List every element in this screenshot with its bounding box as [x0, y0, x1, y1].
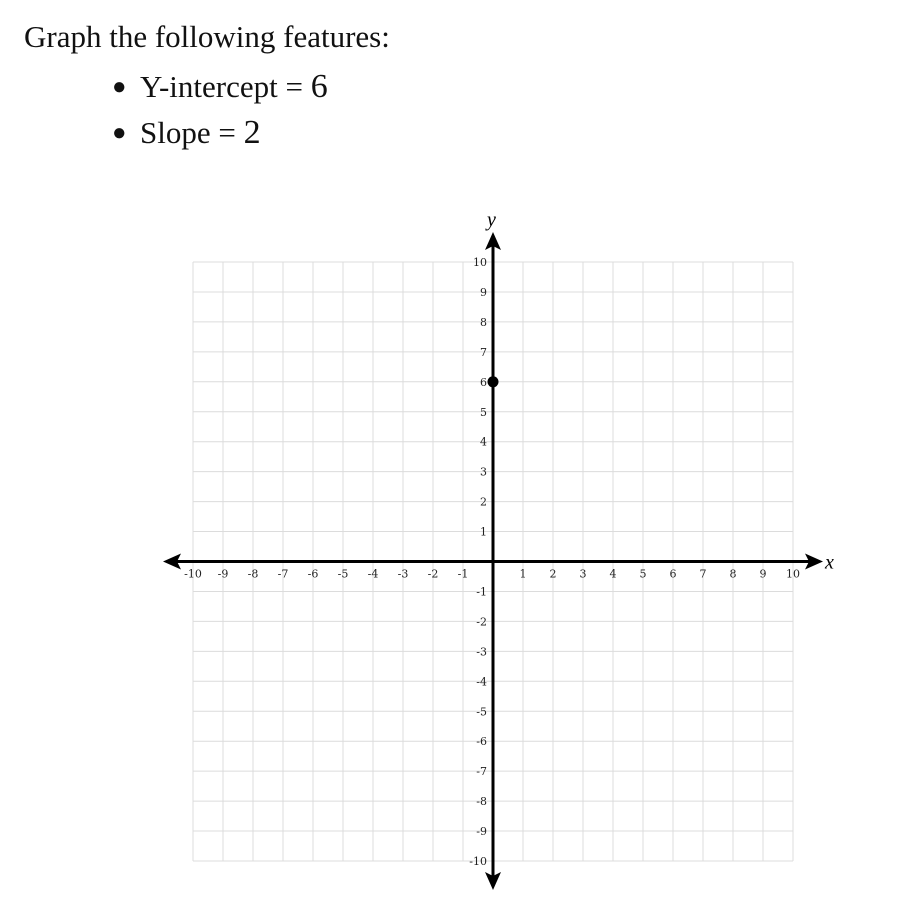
prompt-heading: Graph the following features: — [24, 19, 390, 54]
y-axis-label: y — [487, 209, 496, 231]
y-tick-label: 3 — [480, 465, 487, 479]
x-tick-label: -10 — [184, 567, 202, 581]
x-tick-label: 6 — [669, 567, 677, 581]
x-tick-label: -1 — [457, 567, 469, 581]
x-tick-label: -4 — [367, 567, 379, 581]
feature-value: 2 — [243, 114, 261, 151]
x-tick-label: 9 — [759, 567, 767, 581]
y-tick-label: 7 — [480, 345, 487, 359]
x-tick-label: -7 — [277, 567, 289, 581]
y-tick-label: -7 — [476, 765, 487, 779]
y-tick-label: -4 — [476, 675, 487, 689]
y-tick-label: -1 — [476, 585, 487, 599]
y-tick-label: -5 — [476, 705, 487, 719]
y-tick-label: 9 — [480, 285, 487, 299]
x-axis-label: x — [825, 551, 834, 574]
y-tick-label: 1 — [480, 525, 487, 539]
feature-value: 6 — [310, 68, 328, 105]
y-tick-label: -10 — [469, 855, 487, 868]
y-intercept-point[interactable] — [488, 376, 499, 387]
feature-label: Y-intercept = — [140, 69, 311, 104]
x-tick-label: -3 — [397, 567, 409, 581]
x-tick-label: 2 — [549, 567, 557, 581]
y-tick-label: 10 — [473, 256, 487, 269]
x-tick-label: 1 — [519, 567, 527, 581]
x-tick-label: 10 — [786, 567, 800, 581]
y-tick-label: 8 — [480, 315, 487, 329]
x-tick-label: 8 — [729, 567, 737, 581]
x-tick-label: -9 — [217, 567, 229, 581]
x-tick-label: -5 — [337, 567, 349, 581]
bullet-icon: ● — [112, 120, 127, 146]
y-tick-label: 5 — [480, 405, 487, 419]
x-tick-label: 3 — [579, 567, 587, 581]
x-tick-label: 5 — [639, 567, 647, 581]
y-tick-label: -3 — [476, 645, 487, 659]
bullet-icon: ● — [112, 74, 127, 100]
y-tick-label: -8 — [476, 795, 487, 809]
x-tick-label: 7 — [699, 567, 707, 581]
x-tick-label: -2 — [427, 567, 439, 581]
x-tick-label: 4 — [609, 567, 617, 581]
y-tick-label: -9 — [476, 825, 487, 839]
x-tick-label: -6 — [307, 567, 319, 581]
x-tick-label: -8 — [247, 567, 259, 581]
y-tick-label: 6 — [480, 375, 487, 389]
y-tick-label: 2 — [480, 495, 487, 509]
y-tick-label: 4 — [480, 435, 487, 449]
y-tick-label: -2 — [476, 615, 487, 629]
y-tick-label: -6 — [476, 735, 487, 749]
feature-label: Slope = — [140, 115, 244, 150]
